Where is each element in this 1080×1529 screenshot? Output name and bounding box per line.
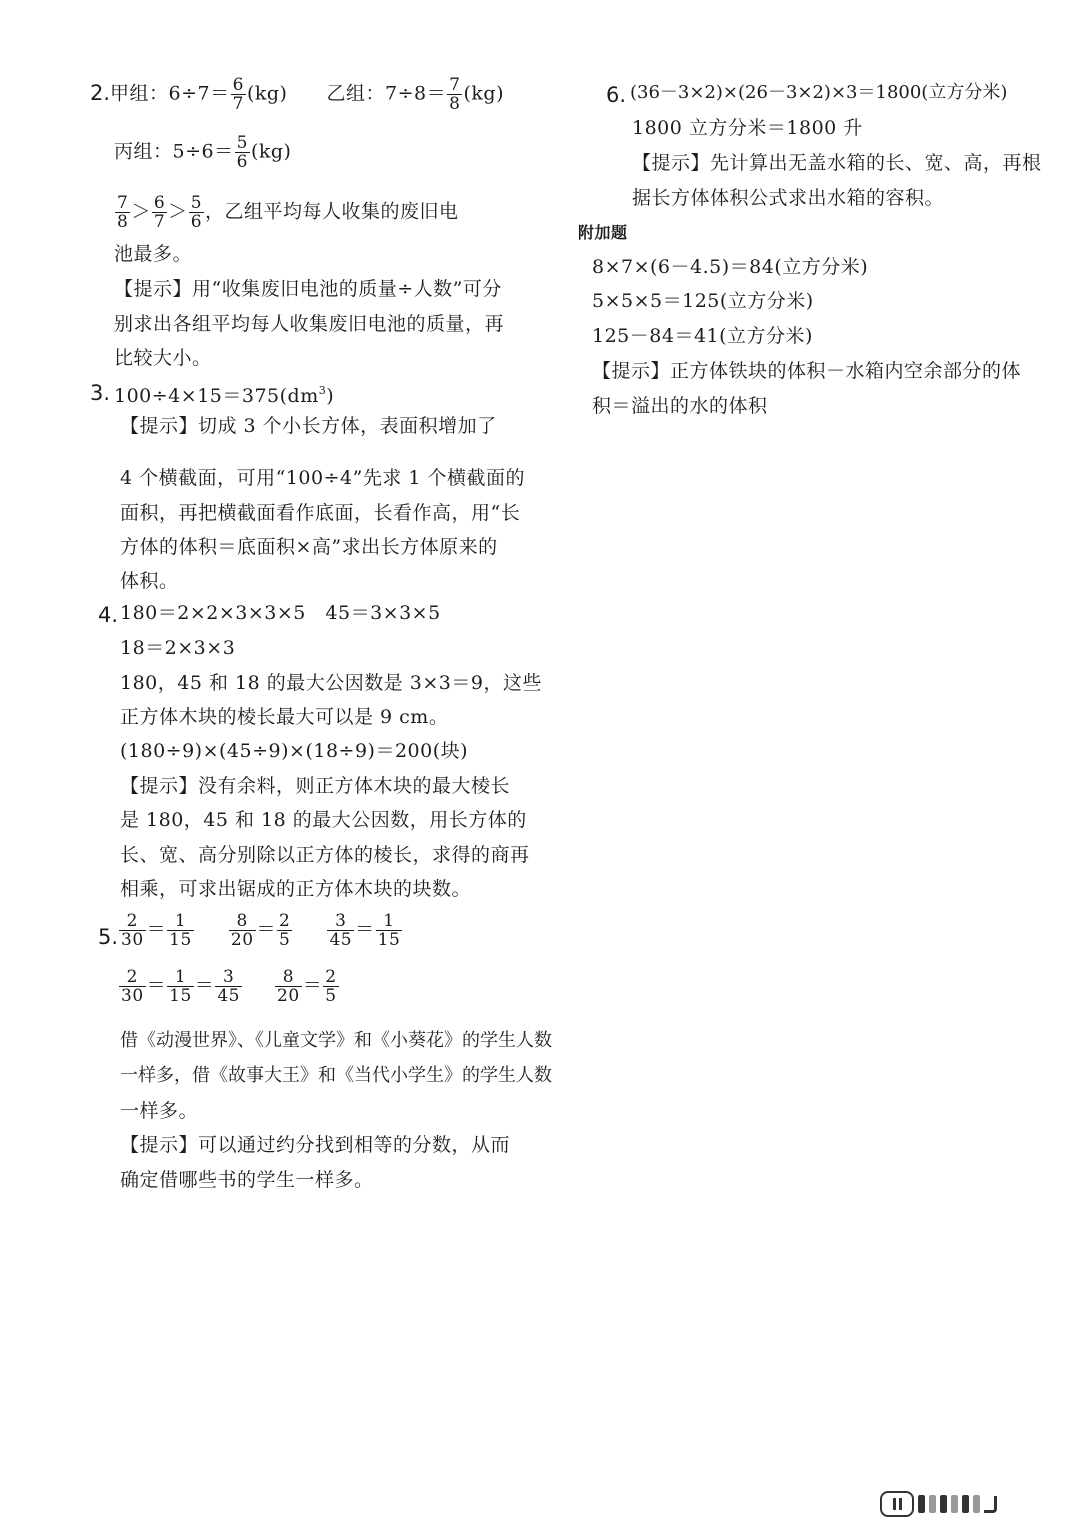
unit: (kg) — [246, 82, 288, 105]
q4-line: 正方体木块的棱长最大可以是 9 cm。 — [120, 706, 449, 728]
q5-tip-line: 确定借哪些书的学生一样多。 — [120, 1169, 374, 1191]
q2-c-expression: 丙组：5÷6＝ — [114, 140, 234, 163]
watermark-logo — [880, 1490, 1060, 1518]
equals-sign: ＝ — [146, 918, 167, 941]
fraction: $\frac{2}{30}$ — [121, 911, 144, 950]
watermark-bar — [918, 1495, 925, 1513]
equals-sign: ＝ — [355, 918, 375, 941]
extra-tip-line: 【提示】正方体铁块的体积－水箱内空余部分的体 — [592, 360, 1022, 382]
q5-fraction-chain — [118, 968, 340, 1005]
fraction: $\frac{5}{6}$ — [236, 133, 248, 172]
q4-tip-line: 长、宽、高分别除以正方体的棱长，求得的商再 — [120, 844, 530, 866]
q2-tip-line: 【提示】用“收集废旧电池的质量÷人数”可分 — [114, 278, 502, 300]
unit: (kg) — [250, 140, 292, 163]
fraction: $\frac{2}{5}$ — [279, 911, 291, 950]
unit: (kg) — [463, 82, 504, 105]
q6-line: (36－3×2)×(26－3×2)×3＝1800(立方分米) — [630, 82, 1008, 103]
q2-conclusion: ，乙组平均每人收集的废旧电 — [205, 200, 459, 223]
q4-line: 180＝2×2×3×3×5 45＝3×3×5 — [120, 602, 441, 624]
extra-line: 5×5×5＝125(立方分米) — [592, 290, 814, 312]
fraction: $\frac{2}{5}$ — [325, 967, 337, 1006]
equals-sign: ＝ — [256, 918, 277, 941]
q3-expr-main: 100÷4×15＝375(dm — [114, 385, 319, 407]
extra-line: 8×7×(6－4.5)＝84(立方分米) — [592, 256, 869, 278]
q3-tip-line: 面积，再把横截面看作底面，长看作高，用“长 — [120, 502, 521, 524]
fraction: $\frac{3}{45}$ — [217, 967, 240, 1006]
fraction: $\frac{3}{45}$ — [329, 911, 353, 950]
q3-number: 3. — [90, 381, 111, 405]
q5-tip-line: 【提示】可以通过约分找到相等的分数，从而 — [120, 1134, 511, 1156]
q3-tip-line: 【提示】切成 3 个小长方体，表面积增加了 — [120, 415, 497, 437]
fraction: $\frac{6}{7}$ — [153, 193, 166, 232]
fraction: $\frac{5}{6}$ — [190, 193, 203, 232]
watermark-bar — [929, 1495, 936, 1513]
extra-tip-line: 积＝溢出的水的体积 — [592, 395, 768, 417]
q2-tip-line: 别求出各组平均每人收集废旧电池的质量，再 — [114, 313, 505, 335]
q3-tip-line: 方体的体积＝底面积×高”求出长方体原来的 — [120, 536, 498, 558]
q4-number: 4. — [98, 603, 119, 627]
q6-tip-line: 据长方体体积公式求出水箱的容积。 — [632, 187, 945, 209]
q4-line: 180，45 和 18 的最大公因数是 3×3＝9，这些 — [120, 672, 542, 694]
fraction: $\frac{6}{7}$ — [232, 75, 244, 114]
q4-tip-line: 相乘，可求出锯成的正方体木块的块数。 — [120, 878, 472, 900]
superscript: 3 — [318, 384, 327, 397]
q5-line: 借《动漫世界》、《儿童文学》和《小葵花》的学生人数 — [120, 1030, 552, 1051]
q4-tip-line: 是 180，45 和 18 的最大公因数，用长方体的 — [120, 809, 527, 831]
fraction: $\frac{1}{15}$ — [169, 911, 192, 950]
watermark-bar — [940, 1495, 947, 1513]
greater-sign: ＞ — [131, 200, 151, 223]
extra-heading: 附加题 — [578, 223, 628, 242]
q4-tip-line: 【提示】没有余料，则正方体木块的最大棱长 — [120, 775, 511, 797]
fraction: $\frac{8}{20}$ — [277, 967, 300, 1006]
q2-conclusion-end: 池最多。 — [114, 243, 193, 265]
watermark-bar — [973, 1495, 980, 1513]
q3-expression — [114, 378, 334, 409]
q6-line: 1800 立方分米＝1800 升 — [632, 117, 863, 139]
q2-b-expression: 乙组：7÷8＝ — [326, 82, 447, 105]
watermark-bar — [962, 1495, 969, 1513]
q2-tip-line: 比较大小。 — [114, 347, 212, 369]
q6-tip-line: 【提示】先计算出无盖水箱的长、宽、高，再根 — [632, 152, 1042, 174]
q5-line: 一样多，借《故事大王》和《当代小学生》的学生人数 — [120, 1065, 552, 1086]
q2-line-c — [114, 134, 291, 171]
q5-fraction-row — [118, 912, 403, 949]
greater-sign: ＞ — [168, 200, 188, 223]
q6-number: 6. — [606, 83, 627, 107]
q2-number: 2. — [90, 81, 111, 105]
equals-sign: ＝ — [146, 974, 167, 997]
fraction: $\frac{1}{15}$ — [377, 911, 401, 950]
extra-line: 125－84＝41(立方分米) — [592, 325, 813, 347]
q5-number: 5. — [98, 925, 119, 949]
q2-line-a — [110, 76, 504, 113]
equals-sign: ＝ — [302, 974, 323, 997]
q4-line: (180÷9)×(45÷9)×(18÷9)＝200(块) — [120, 740, 469, 762]
q3-tip-line: 4 个横截面，可用“100÷4”先求 1 个横截面的 — [120, 467, 525, 489]
watermark-pill-icon — [880, 1491, 914, 1517]
q2-a-expression: 甲组：6÷7＝ — [110, 82, 230, 105]
q3-expr-end: ) — [326, 385, 335, 407]
watermark-hook-icon — [984, 1496, 997, 1513]
watermark-bar — [951, 1495, 958, 1513]
fraction: $\frac{7}{8}$ — [117, 193, 129, 232]
fraction: $\frac{1}{15}$ — [169, 967, 192, 1006]
q4-line: 18＝2×3×3 — [120, 637, 236, 659]
fraction: $\frac{2}{30}$ — [121, 967, 144, 1006]
fraction: $\frac{8}{20}$ — [230, 911, 254, 950]
fraction: $\frac{7}{8}$ — [449, 75, 461, 114]
q5-line: 一样多。 — [120, 1100, 199, 1122]
q2-comparison — [114, 194, 459, 231]
equals-sign: ＝ — [194, 974, 215, 997]
q3-tip-line: 体积。 — [120, 570, 179, 592]
